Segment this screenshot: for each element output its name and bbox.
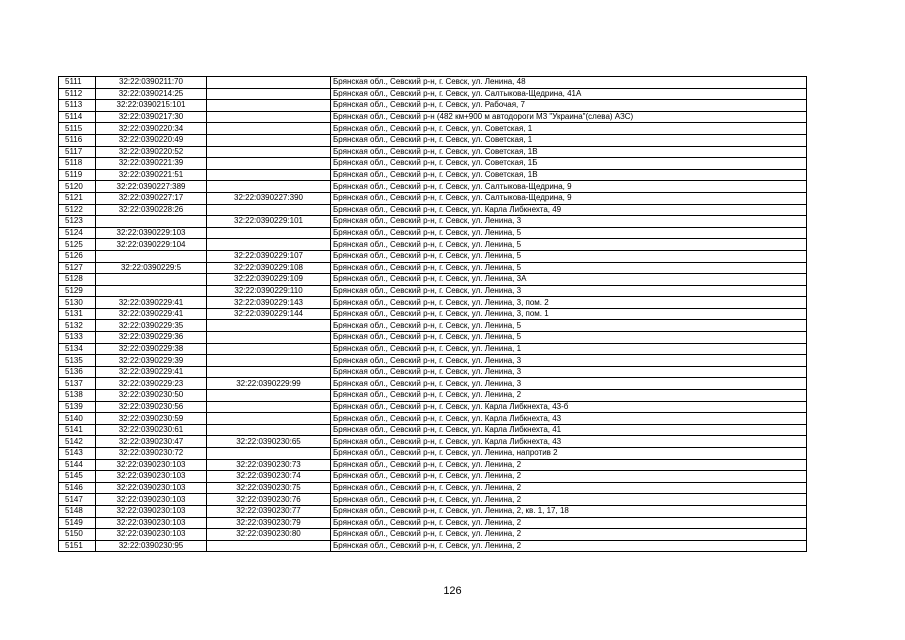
table-row [59, 413, 807, 425]
address-cell: Брянская обл., Севский р-н, г. Севск, ул. Ленина, 2 [331, 459, 807, 471]
cadastral-number-cell: 32:22:0390220:52 [96, 146, 207, 158]
cadastral-number-cell: 32:22:0390230:95 [96, 540, 207, 552]
address-cell: Брянская обл., Севский р-н, г. Севск, ул. Ленина, 5 [331, 332, 807, 344]
record-number-cell: 5132 [59, 320, 96, 332]
linked-cadastral-number-cell: 32:22:0390230:74 [207, 471, 331, 483]
linked-cadastral-number-cell [207, 343, 331, 355]
table-row [59, 181, 807, 193]
address-cell: Брянская обл., Севский р-н, г. Севск, ул. Ленина, 5 [331, 227, 807, 239]
linked-cadastral-number-cell [207, 413, 331, 425]
table-row [59, 169, 807, 181]
record-number-cell: 5133 [59, 332, 96, 344]
address-cell: Брянская обл., Севский р-н, г. Севск, ул. Салтыкова-Щедрина, 9 [331, 192, 807, 204]
address-cell: Брянская обл., Севский р-н, г. Севск, ул. Карла Либкнехта, 43-б [331, 401, 807, 413]
record-number-cell: 5134 [59, 343, 96, 355]
linked-cadastral-number-cell [207, 540, 331, 552]
cadastral-number-cell: 32:22:0390227:389 [96, 181, 207, 193]
cadastral-number-cell: 32:22:0390230:103 [96, 471, 207, 483]
table-row [59, 517, 807, 529]
table-row [59, 100, 807, 112]
table-row [59, 343, 807, 355]
table-row [59, 494, 807, 506]
address-cell: Брянская обл., Севский р-н, г. Севск, ул. Ленина, 2 [331, 390, 807, 402]
address-cell: Брянская обл., Севский р-н, г. Севск, ул. Ленина, 3, пом. 1 [331, 308, 807, 320]
address-cell: Брянская обл., Севский р-н, г. Севск, ул. Ленина, 2 [331, 540, 807, 552]
record-number-cell: 5148 [59, 505, 96, 517]
table-row [59, 471, 807, 483]
record-number-cell: 5135 [59, 355, 96, 367]
linked-cadastral-number-cell: 32:22:0390229:101 [207, 216, 331, 228]
linked-cadastral-number-cell: 32:22:0390230:76 [207, 494, 331, 506]
address-cell: Брянская обл., Севский р-н, г. Севск, ул. Ленина, 1 [331, 343, 807, 355]
address-cell: Брянская обл., Севский р-н, г. Севск, ул. Карла Либкнехта, 43 [331, 436, 807, 448]
linked-cadastral-number-cell [207, 134, 331, 146]
linked-cadastral-number-cell [207, 366, 331, 378]
table-row [59, 192, 807, 204]
table-row [59, 262, 807, 274]
cadastral-number-cell: 32:22:0390217:30 [96, 111, 207, 123]
cadastral-number-cell: 32:22:0390228:26 [96, 204, 207, 216]
linked-cadastral-number-cell [207, 239, 331, 251]
record-number-cell: 5123 [59, 216, 96, 228]
linked-cadastral-number-cell [207, 100, 331, 112]
cadastral-number-cell: 32:22:0390211:70 [96, 77, 207, 89]
address-cell: Брянская обл., Севский р-н, г. Севск, ул. Советская, 1 [331, 134, 807, 146]
record-number-cell: 5150 [59, 529, 96, 541]
cadastral-number-cell: 32:22:0390220:34 [96, 123, 207, 135]
record-number-cell: 5131 [59, 308, 96, 320]
linked-cadastral-number-cell [207, 181, 331, 193]
address-cell: Брянская обл., Севский р-н, г. Севск, ул. Ленина, 3 [331, 366, 807, 378]
address-cell: Брянская обл., Севский р-н, г. Севск, ул. Ленина, 5 [331, 320, 807, 332]
table-row [59, 436, 807, 448]
cadastral-number-cell: 32:22:0390229:38 [96, 343, 207, 355]
record-number-cell: 5115 [59, 123, 96, 135]
table-row [59, 239, 807, 251]
table-row [59, 274, 807, 286]
table-row [59, 88, 807, 100]
record-number-cell: 5147 [59, 494, 96, 506]
table-row [59, 111, 807, 123]
cadastral-number-cell: 32:22:0390229:5 [96, 262, 207, 274]
table-row [59, 308, 807, 320]
address-cell: Брянская обл., Севский р-н, г. Севск, ул. Ленина, 3 [331, 285, 807, 297]
cadastral-number-cell: 32:22:0390230:103 [96, 459, 207, 471]
linked-cadastral-number-cell [207, 227, 331, 239]
linked-cadastral-number-cell [207, 77, 331, 89]
cadastral-number-cell [96, 216, 207, 228]
address-cell: Брянская обл., Севский р-н, г. Севск, ул. Карла Либкнехта, 41 [331, 424, 807, 436]
record-number-cell: 5125 [59, 239, 96, 251]
table-row [59, 123, 807, 135]
record-number-cell: 5139 [59, 401, 96, 413]
linked-cadastral-number-cell: 32:22:0390230:77 [207, 505, 331, 517]
table-row [59, 390, 807, 402]
linked-cadastral-number-cell: 32:22:0390229:144 [207, 308, 331, 320]
table-row [59, 320, 807, 332]
address-cell: Брянская обл., Севский р-н, г. Севск, ул. Салтыкова-Щедрина, 9 [331, 181, 807, 193]
linked-cadastral-number-cell [207, 424, 331, 436]
address-cell: Брянская обл., Севский р-н (482 км+900 м автодороги М3 "Украина"(слева) АЗС) [331, 111, 807, 123]
table-row [59, 540, 807, 552]
record-number-cell: 5130 [59, 297, 96, 309]
linked-cadastral-number-cell [207, 169, 331, 181]
table-row [59, 448, 807, 460]
record-number-cell: 5141 [59, 424, 96, 436]
linked-cadastral-number-cell [207, 88, 331, 100]
linked-cadastral-number-cell: 32:22:0390230:65 [207, 436, 331, 448]
table-row [59, 285, 807, 297]
linked-cadastral-number-cell: 32:22:0390227:390 [207, 192, 331, 204]
cadastral-number-cell: 32:22:0390230:103 [96, 505, 207, 517]
linked-cadastral-number-cell [207, 123, 331, 135]
linked-cadastral-number-cell [207, 204, 331, 216]
record-number-cell: 5114 [59, 111, 96, 123]
cadastral-number-cell: 32:22:0390230:56 [96, 401, 207, 413]
table-row [59, 332, 807, 344]
record-number-cell: 5126 [59, 250, 96, 262]
cadastral-number-cell: 32:22:0390229:39 [96, 355, 207, 367]
address-cell: Брянская обл., Севский р-н, г. Севск, ул. Ленина, 5 [331, 239, 807, 251]
record-number-cell: 5136 [59, 366, 96, 378]
record-number-cell: 5146 [59, 482, 96, 494]
cadastral-number-cell: 32:22:0390230:103 [96, 482, 207, 494]
linked-cadastral-number-cell: 32:22:0390229:107 [207, 250, 331, 262]
cadastral-number-cell [96, 274, 207, 286]
table-row [59, 297, 807, 309]
address-cell: Брянская обл., Севский р-н, г. Севск, ул. Карла Либкнехта, 49 [331, 204, 807, 216]
cadastral-number-cell [96, 285, 207, 297]
table-row [59, 146, 807, 158]
table-row [59, 158, 807, 170]
address-cell: Брянская обл., Севский р-н, г. Севск, ул. Ленина, напротив 2 [331, 448, 807, 460]
record-number-cell: 5117 [59, 146, 96, 158]
linked-cadastral-number-cell: 32:22:0390229:99 [207, 378, 331, 390]
address-cell: Брянская обл., Севский р-н, г. Севск, ул. Ленина, 48 [331, 77, 807, 89]
cadastral-number-cell: 32:22:0390214:25 [96, 88, 207, 100]
cadastral-number-cell: 32:22:0390227:17 [96, 192, 207, 204]
address-cell: Брянская обл., Севский р-н, г. Севск, ул. Советская, 1 [331, 123, 807, 135]
cadastral-number-cell: 32:22:0390221:51 [96, 169, 207, 181]
record-number-cell: 5124 [59, 227, 96, 239]
address-cell: Брянская обл., Севский р-н, г. Севск, ул. Советская, 1В [331, 169, 807, 181]
linked-cadastral-number-cell: 32:22:0390229:108 [207, 262, 331, 274]
address-cell: Брянская обл., Севский р-н, г. Севск, ул. Ленина, 3 [331, 378, 807, 390]
linked-cadastral-number-cell: 32:22:0390229:110 [207, 285, 331, 297]
cadastral-number-cell: 32:22:0390229:41 [96, 366, 207, 378]
address-cell: Брянская обл., Севский р-н, г. Севск, ул. Ленина, 3, пом. 2 [331, 297, 807, 309]
address-cell: Брянская обл., Севский р-н, г. Севск, ул. Ленина, 3 [331, 216, 807, 228]
record-number-cell: 5112 [59, 88, 96, 100]
cadastral-number-cell: 32:22:0390229:104 [96, 239, 207, 251]
linked-cadastral-number-cell [207, 158, 331, 170]
record-number-cell: 5145 [59, 471, 96, 483]
cadastral-number-cell: 32:22:0390230:61 [96, 424, 207, 436]
table-row [59, 366, 807, 378]
cadastral-number-cell: 32:22:0390220:49 [96, 134, 207, 146]
cadastral-number-cell: 32:22:0390230:50 [96, 390, 207, 402]
table-row [59, 204, 807, 216]
table-row [59, 227, 807, 239]
record-number-cell: 5119 [59, 169, 96, 181]
table-row [59, 216, 807, 228]
cadastral-number-cell: 32:22:0390230:59 [96, 413, 207, 425]
linked-cadastral-number-cell [207, 401, 331, 413]
record-number-cell: 5128 [59, 274, 96, 286]
linked-cadastral-number-cell: 32:22:0390230:79 [207, 517, 331, 529]
table-row [59, 459, 807, 471]
address-cell: Брянская обл., Севский р-н, г. Севск, ул. Советская, 1В [331, 146, 807, 158]
address-cell: Брянская обл., Севский р-н, г. Севск, ул. Ленина, 3А [331, 274, 807, 286]
cadastral-number-cell: 32:22:0390230:103 [96, 529, 207, 541]
record-number-cell: 5121 [59, 192, 96, 204]
address-cell: Брянская обл., Севский р-н, г. Севск, ул. Карла Либкнехта, 43 [331, 413, 807, 425]
record-number-cell: 5137 [59, 378, 96, 390]
table-row [59, 355, 807, 367]
cadastral-number-cell [96, 250, 207, 262]
table-row [59, 401, 807, 413]
page-number: 126 [443, 585, 462, 597]
record-number-cell: 5111 [59, 77, 96, 89]
address-cell: Брянская обл., Севский р-н, г. Севск, ул. Рабочая, 7 [331, 100, 807, 112]
linked-cadastral-number-cell: 32:22:0390229:143 [207, 297, 331, 309]
address-cell: Брянская обл., Севский р-н, г. Севск, ул. Ленина, 2 [331, 471, 807, 483]
address-cell: Брянская обл., Севский р-н, г. Севск, ул. Салтыкова-Щедрина, 41А [331, 88, 807, 100]
linked-cadastral-number-cell [207, 355, 331, 367]
linked-cadastral-number-cell: 32:22:0390230:73 [207, 459, 331, 471]
record-number-cell: 5138 [59, 390, 96, 402]
cadastral-number-cell: 32:22:0390229:41 [96, 297, 207, 309]
cadastral-number-cell: 32:22:0390230:47 [96, 436, 207, 448]
linked-cadastral-number-cell [207, 390, 331, 402]
address-cell: Брянская обл., Севский р-н, г. Севск, ул. Ленина, 2 [331, 494, 807, 506]
record-number-cell: 5120 [59, 181, 96, 193]
cadastral-number-cell: 32:22:0390229:35 [96, 320, 207, 332]
table-row [59, 505, 807, 517]
address-cell: Брянская обл., Севский р-н, г. Севск, ул. Советская, 1Б [331, 158, 807, 170]
cadastral-number-cell: 32:22:0390215:101 [96, 100, 207, 112]
linked-cadastral-number-cell: 32:22:0390230:75 [207, 482, 331, 494]
table-row [59, 378, 807, 390]
address-cell: Брянская обл., Севский р-н, г. Севск, ул. Ленина, 2 [331, 482, 807, 494]
record-number-cell: 5149 [59, 517, 96, 529]
linked-cadastral-number-cell [207, 320, 331, 332]
address-cell: Брянская обл., Севский р-н, г. Севск, ул. Ленина, 2, кв. 1, 17, 18 [331, 505, 807, 517]
table-row [59, 529, 807, 541]
record-number-cell: 5129 [59, 285, 96, 297]
linked-cadastral-number-cell: 32:22:0390229:109 [207, 274, 331, 286]
linked-cadastral-number-cell [207, 146, 331, 158]
address-cell: Брянская обл., Севский р-н, г. Севск, ул. Ленина, 2 [331, 529, 807, 541]
cadastral-number-cell: 32:22:0390229:23 [96, 378, 207, 390]
address-cell: Брянская обл., Севский р-н, г. Севск, ул. Ленина, 5 [331, 250, 807, 262]
cadastral-number-cell: 32:22:0390229:103 [96, 227, 207, 239]
cadastral-number-cell: 32:22:0390221:39 [96, 158, 207, 170]
address-cell: Брянская обл., Севский р-н, г. Севск, ул. Ленина, 5 [331, 262, 807, 274]
table-row [59, 77, 807, 89]
record-number-cell: 5144 [59, 459, 96, 471]
record-number-cell: 5127 [59, 262, 96, 274]
record-number-cell: 5118 [59, 158, 96, 170]
table-row [59, 134, 807, 146]
address-cell: Брянская обл., Севский р-н, г. Севск, ул. Ленина, 2 [331, 517, 807, 529]
linked-cadastral-number-cell [207, 332, 331, 344]
linked-cadastral-number-cell [207, 111, 331, 123]
cadastral-number-cell: 32:22:0390229:36 [96, 332, 207, 344]
linked-cadastral-number-cell: 32:22:0390230:80 [207, 529, 331, 541]
cadastral-number-cell: 32:22:0390230:103 [96, 517, 207, 529]
registry-table-body [59, 77, 807, 552]
address-cell: Брянская обл., Севский р-н, г. Севск, ул. Ленина, 3 [331, 355, 807, 367]
record-number-cell: 5116 [59, 134, 96, 146]
table-row [59, 482, 807, 494]
record-number-cell: 5113 [59, 100, 96, 112]
record-number-cell: 5122 [59, 204, 96, 216]
cadastral-number-cell: 32:22:0390230:72 [96, 448, 207, 460]
record-number-cell: 5143 [59, 448, 96, 460]
table-row [59, 424, 807, 436]
record-number-cell: 5151 [59, 540, 96, 552]
linked-cadastral-number-cell [207, 448, 331, 460]
record-number-cell: 5142 [59, 436, 96, 448]
registry-table [58, 76, 807, 552]
table-row [59, 250, 807, 262]
cadastral-number-cell: 32:22:0390230:103 [96, 494, 207, 506]
record-number-cell: 5140 [59, 413, 96, 425]
cadastral-number-cell: 32:22:0390229:41 [96, 308, 207, 320]
